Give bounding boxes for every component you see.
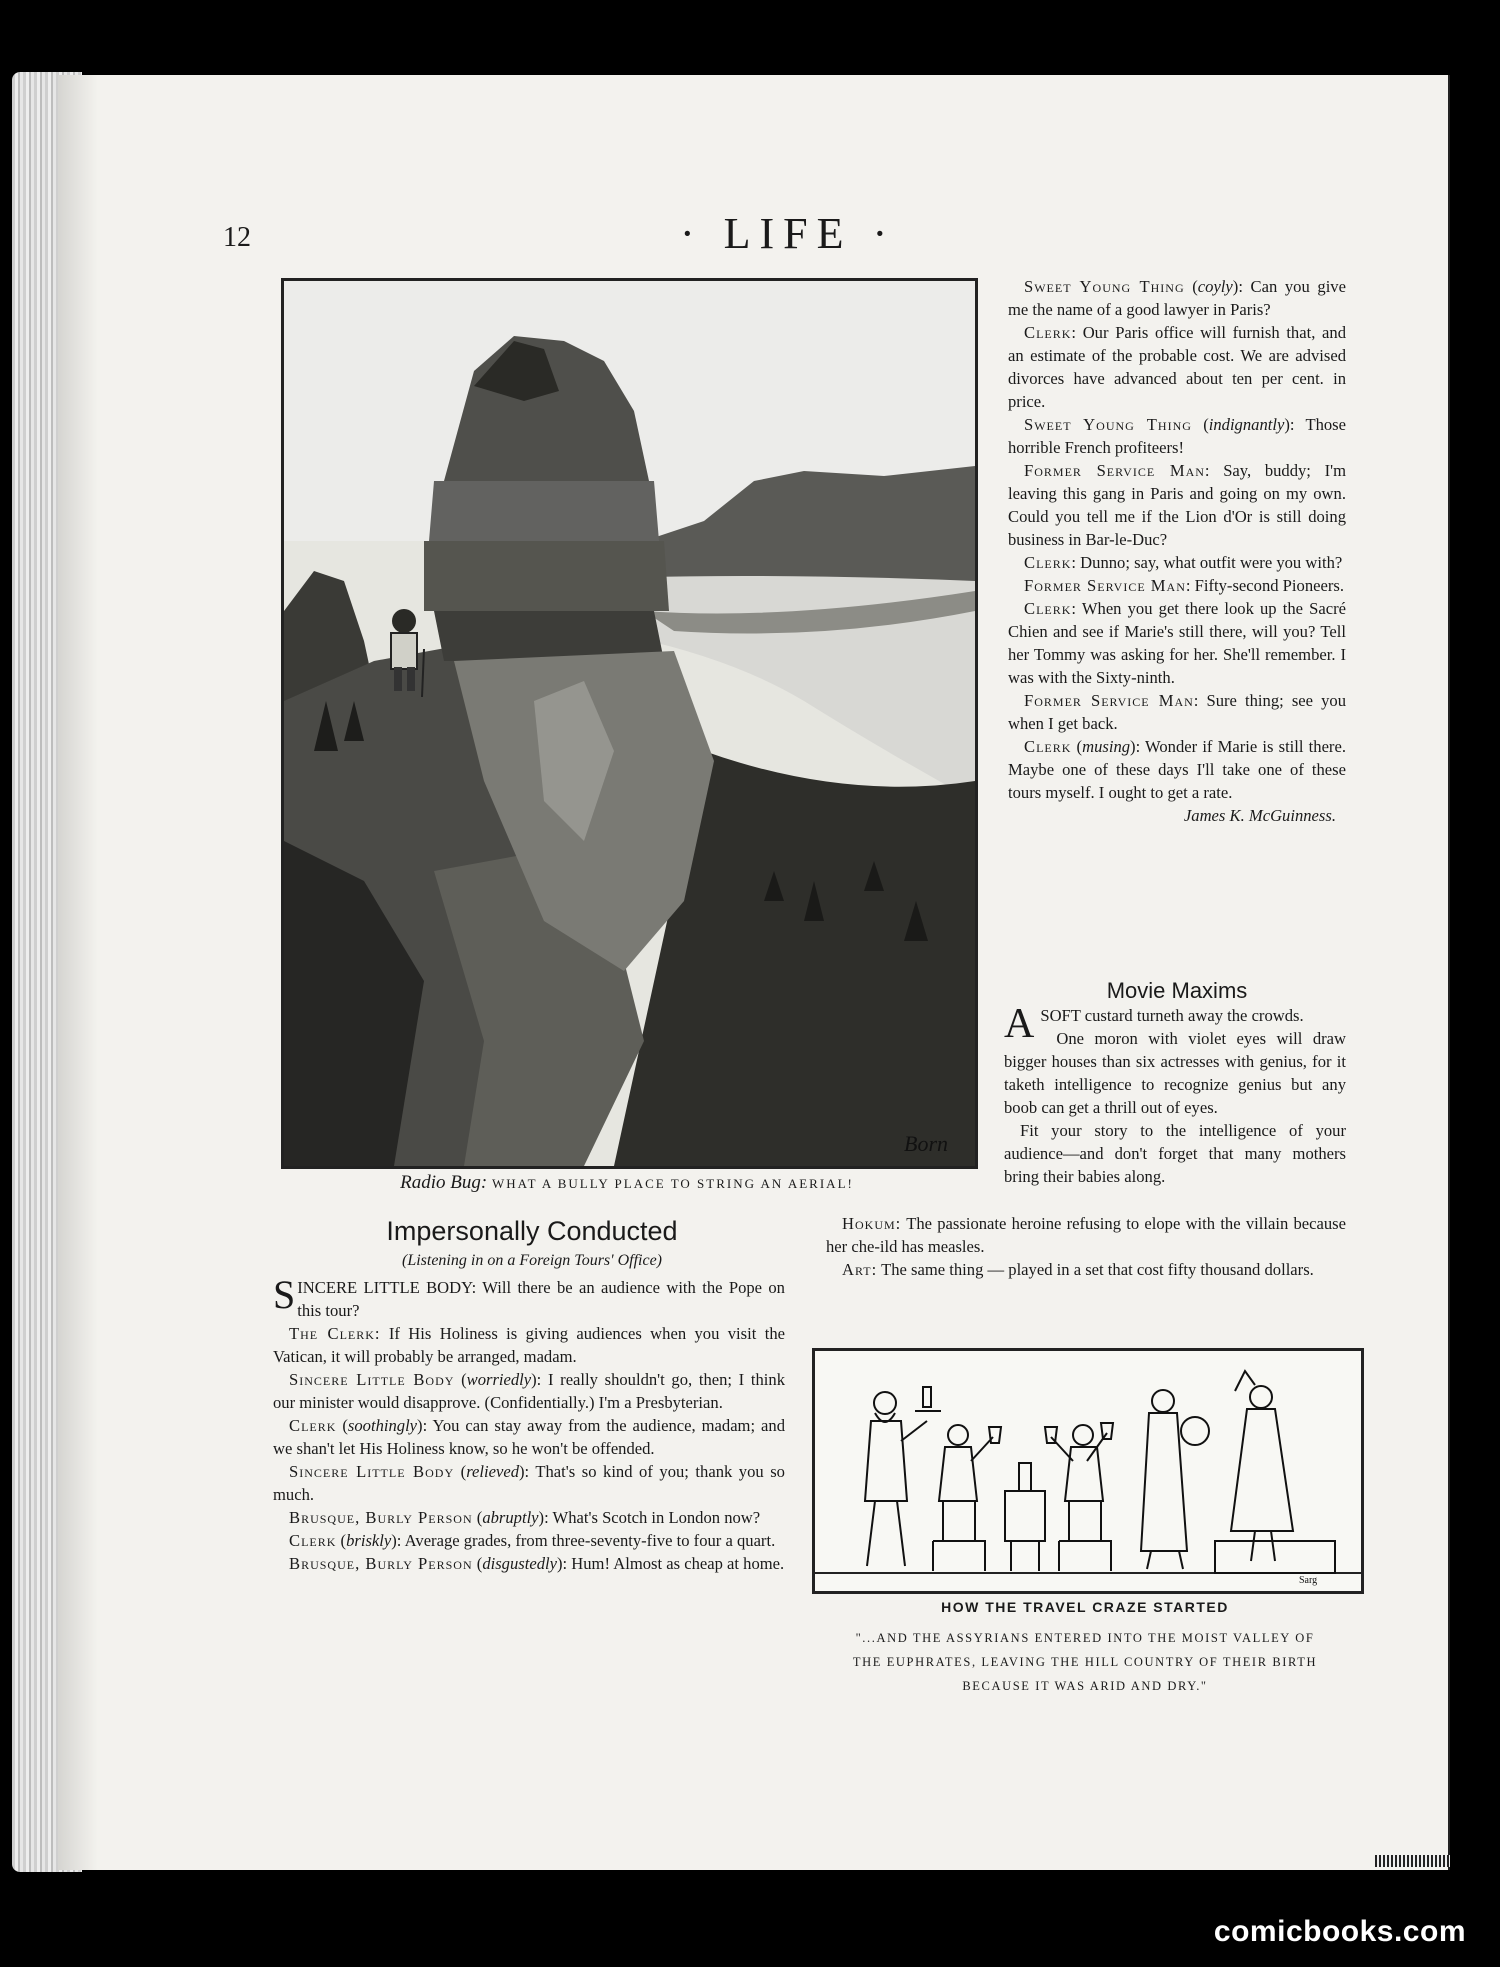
movie-maxims-body — [1004, 1001, 1346, 1188]
dialogue-line: Clerk: Our Paris office will furnish that, and an estimate of the probable cost. We are advised divorces have advanced about ten per cent. in price. — [1008, 323, 1346, 411]
maxim-hokum: Hokum: The passionate heroine refusing to elope with the villain because her che-ild has measles. — [826, 1214, 1346, 1256]
dialogue-line: The Clerk: If His Holiness is giving audiences when you visit the Vatican, it will probably be arranged, madam. — [273, 1324, 785, 1366]
cartoon-quote: "...AND THE ASSYRIANS ENTERED INTO THE MOIST VALLEY OF THE EUPHRATES, LEAVING THE HILL COUNTRY OF THEIR BIRTH BECAUSE IT WAS ARID AND DRY." — [852, 1631, 1318, 1693]
assyrian-cartoon — [812, 1348, 1364, 1594]
dialogue-line: Former Service Man: Sure thing; see you when I get back. — [1008, 691, 1346, 733]
right-column-dialogue — [1008, 275, 1346, 827]
maxim-first: ASOFT custard turneth away the crowds. — [1004, 1001, 1304, 1047]
dialogue-line: Former Service Man: Say, buddy; I'm leaving this gang in Paris and going on my own. Could you tell me if the Lion d'Or is still doing business in Bar-le-Duc? — [1008, 461, 1347, 549]
movie-maxims-wide — [826, 1212, 1346, 1281]
movie-maxims-title: Movie Maxims — [1106, 978, 1248, 1003]
dialogue-line: Clerk (musing): Wonder if Marie is still there. Maybe one of these days I'll take one of these tours myself. I ought to get a rate. — [1008, 737, 1346, 802]
dialogue-line: Sincere Little Body (worriedly): I really shouldn't go, then; I think our minister would disapprove. (Confidentially.) I'm a Presbyterian. — [273, 1370, 785, 1412]
illustration-caption — [282, 1172, 972, 1194]
dialogue-line: Sweet Young Thing (coyly): Can you give me the name of a good lawyer in Paris? — [1008, 277, 1346, 319]
dialogue-line: Clerk: When you get there look up the Sacré Chien and see if Marie's still there, will you? Tell her Tommy was asking for her. She'll remember. I was with the Sixty-ninth. — [1008, 599, 1346, 687]
radio-bug-illustration — [281, 278, 978, 1169]
dialogue-line: Sweet Young Thing (indignantly): Those horrible French profiteers! — [1008, 415, 1346, 457]
assyrian-frieze-drawing — [815, 1351, 1361, 1591]
dialogue-line: Clerk (briskly): Average grades, from three-seventy-five to four a quart. — [289, 1531, 776, 1550]
page-edge-bottom — [1375, 1855, 1450, 1867]
dialogue-line: Brusque, Burly Person (abruptly): What's Scotch in London now? — [289, 1508, 761, 1527]
caption-italic: Radio Bug: — [400, 1172, 488, 1193]
impersonally-conducted-body — [273, 1272, 786, 1575]
cartoon-title: HOW THE TRAVEL CRAZE STARTED — [941, 1599, 1229, 1615]
dropcap-a: A — [1004, 1001, 1035, 1047]
dialogue-line: Brusque, Burly Person (disgustedly): Hum! Almost as cheap at home. — [289, 1554, 785, 1573]
dialogue-line: Sincere Little Body (relieved): That's so kind of you; thank you so much. — [273, 1462, 785, 1504]
artist-signature: Born — [904, 1131, 948, 1156]
maxim-paragraph: One moron with violet eyes will draw bigger houses than six actresses with genius, for it taketh intelligence to recognize genius but any boob can get a thrill out of eyes. — [1004, 1029, 1346, 1117]
byline: James K. McGuinness. — [1183, 806, 1336, 825]
rock-landscape-drawing — [284, 281, 975, 1166]
dialogue-line: Former Service Man: Fifty-second Pioneers. — [1024, 576, 1344, 595]
dropcap-s: S — [273, 1272, 296, 1317]
dialogue-line: Clerk (soothingly): You can stay away from the audience, madam; and we shan't let His Holiness know, so he won't be offended. — [273, 1416, 786, 1458]
dialogue-lead: SINCERE LITTLE BODY: Will there be an audience with the Pope on this tour? — [273, 1272, 785, 1320]
maxim-paragraph: Fit your story to the intelligence of your audience—and don't forget that many mothers bring their babies along. — [1004, 1121, 1346, 1186]
caption-text: WHAT A BULLY PLACE TO STRING AN AERIAL! — [491, 1176, 854, 1191]
page-gutter — [1448, 75, 1450, 1870]
impersonally-conducted-subtitle: (Listening in on a Foreign Tours' Office) — [401, 1252, 662, 1269]
svg-text:Sarg: Sarg — [1299, 1575, 1318, 1586]
masthead-life: · LIFE · — [680, 209, 897, 258]
dialogue-line: Clerk: Dunno; say, what outfit were you with? — [1024, 553, 1343, 572]
watermark: comicbooks.com — [1213, 1915, 1466, 1948]
maxim-art: Art: The same thing — played in a set that cost fifty thousand dollars. — [842, 1260, 1314, 1279]
impersonally-conducted-title: Impersonally Conducted — [386, 1216, 678, 1246]
page-number: 12 — [223, 222, 251, 253]
